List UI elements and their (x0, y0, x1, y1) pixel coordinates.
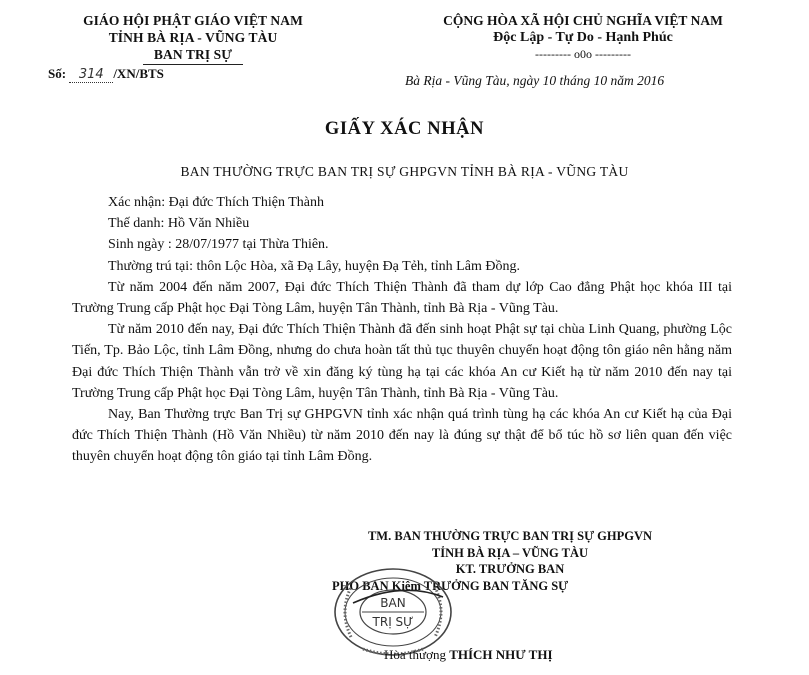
paragraph-confirmation: Nay, Ban Thường trực Ban Trị sự GHPGVN tỉnh xác nhận quá trình tùng hạ các khóa An cư Kiết hạ của Đại đức Thích Thiện Thành (Hồ Văn Nhiều) từ năm 2010 đến nay là đúng sự thật để bổ túc hồ sơ liên quan đến việc thuyên chuyển hoạt động tôn giáo tại tỉnh Lâm Đồng. (72, 407, 732, 465)
sig-acting: KT. TRƯỞNG BAN (455, 562, 565, 576)
sig-on-behalf: TM. BAN THƯỜNG TRỰC BAN TRỊ SỰ GHPGVN (367, 529, 653, 543)
issue-date: Bà Rịa - Vũng Tàu, ngày 10 tháng 10 năm 2016 (405, 73, 665, 88)
board-name: BAN TRỊ SỰ (153, 47, 233, 62)
stamp-text-top: BAN (380, 596, 406, 610)
ref-suffix: /XN/BTS (113, 66, 164, 81)
stamp-text-bottom: TRỊ SỰ (372, 615, 414, 629)
national-motto: Độc Lập - Tự Do - Hạnh Phúc (493, 30, 673, 45)
signer-title: Hòa thượng (384, 647, 446, 662)
issuing-body: BAN THƯỜNG TRỰC BAN TRỊ SỰ GHPGVN TỈNH BÀ RỊA - VŨNG TÀU (180, 164, 629, 179)
signer-name (384, 647, 553, 663)
confirm-line: Xác nhận: Đại đức Thích Thiện Thành (108, 195, 324, 210)
national-header (378, 12, 788, 63)
motto-divider: --------- o0o --------- (535, 47, 631, 61)
paragraph-activity: Từ năm 2010 đến nay, Đại đức Thích Thiện Thành đã đến sinh hoạt Phật sự tại chùa Linh Quang, phường Lộc Tiến, Tp. Bảo Lộc, tỉnh Lâm Đồng, nhưng do chưa hoàn tất thủ tục thuyên chuyển hoạt động tôn giáo nên hằng năm Đại đức Thích Thiện Thành vẫn trở về xin đăng ký tùng hạ tại các khóa An cư Kiết hạ từ năm 2010 đến nay tại Trường Trung cấp Phật học Đại Tòng Lâm, huyện Tân Thành, tỉnh Bà Rịa - Vũng Tàu. (72, 322, 732, 401)
seal-stamp-icon (333, 567, 453, 657)
lay-name-line: Thế danh: Hồ Văn Nhiều (108, 216, 250, 232)
issuer-header (28, 12, 358, 65)
ref-prefix: Số: (48, 66, 67, 81)
header-divider (143, 64, 243, 65)
church-name: GIÁO HỘI PHẬT GIÁO VIỆT NAM (83, 13, 303, 28)
country-name: CỘNG HÒA XÃ HỘI CHỦ NGHĨA VIỆT NAM (443, 13, 723, 28)
sig-province: TỈNH BÀ RỊA – VŨNG TÀU (431, 545, 589, 560)
signer-dharma-name: THÍCH NHƯ THỊ (449, 647, 553, 662)
residence-line: Thường trú tại: thôn Lộc Hòa, xã Đạ Lây, huyện Đạ Tẻh, tỉnh Lâm Đồng. (108, 258, 520, 274)
document-body (72, 192, 732, 468)
sig-position: PHÓ BAN Kiêm TRƯỞNG BAN TĂNG SỰ (332, 578, 569, 593)
reference-number (48, 66, 164, 83)
ref-number-handwritten: 314 (69, 67, 113, 83)
birth-line: Sinh ngày : 28/07/1977 tại Thừa Thiên. (108, 237, 329, 253)
paragraph-study: Từ năm 2004 đến năm 2007, Đại đức Thích Thiện Thành đã tham dự lớp Cao đẳng Phật học khóa III tại Trường Trung cấp Phật học Đại Tòng Lâm, huyện Tân Thành, tỉnh Bà Rịa - Vũng Tàu. (72, 279, 732, 317)
document-title: GIẤY XÁC NHẬN (324, 119, 485, 139)
province-name: TỈNH BÀ RỊA - VŨNG TÀU (108, 30, 278, 45)
